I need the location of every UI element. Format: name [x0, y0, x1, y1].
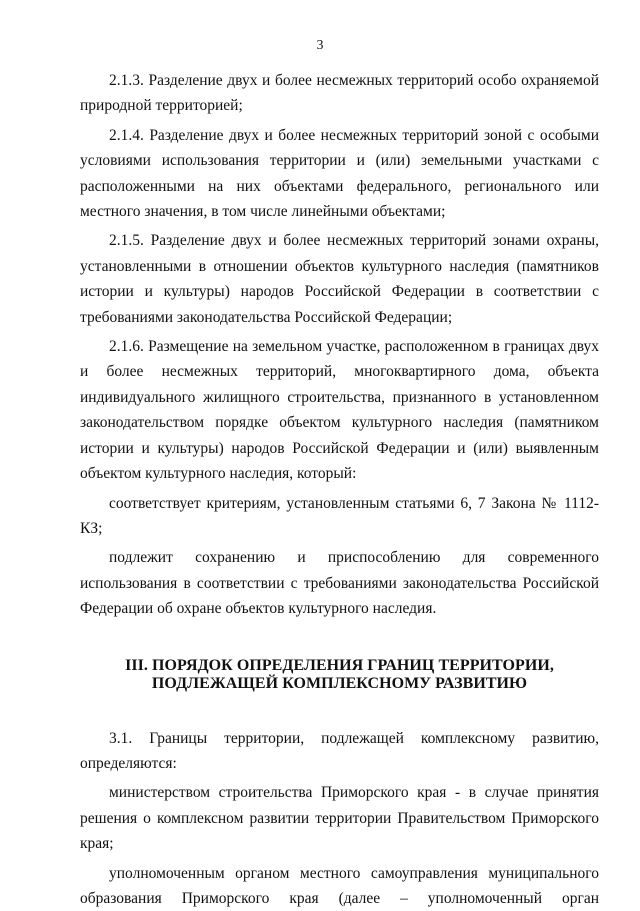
paragraph-2-1-6: 2.1.6. Размещение на земельном участке, расположенном в границах двух и более несмежных территорий, многоквартирного дома, объекта индивидуального жилищного строительства, признанного в установленном законодательством порядке объектом культурного наследия (памятником истории и культуры) народов Российской Федерации и (или) выявленным объектом культурного наследия, который: — [80, 338, 599, 483]
paragraph-3-1: 3.1. Границы территории, подлежащей комплексному развитию, определяются: — [80, 729, 599, 772]
section-heading-line-2: ПОДЛЕЖАЩЕЙ КОМПЛЕКСНОМУ РАЗВИТИЮ — [151, 675, 528, 693]
section-heading-line-1: III. ПОРЯДОК ОПРЕДЕЛЕНИЯ ГРАНИЦ ТЕРРИТОРИИ, — [125, 656, 554, 674]
paragraph-ministry: министерством строительства Приморского края - в случае принятия решения о комплексном развитии территории Правительством Приморского края; — [80, 784, 599, 853]
paragraph-2-1-5: 2.1.5. Разделение двух и более несмежных территорий зонами охраны, установленными в отношении объектов культурного наследия (памятников истории и культуры) народов Российской Федерации в соответствии с требованиями законодательства Российской Федерации; — [80, 232, 599, 326]
paragraph-preservation: подлежит сохранению и приспособлению для современного использования в соответствии с требованиями законодательства Российской Федерации об охране объектов культурного наследия. — [80, 549, 599, 618]
paragraph-criteria: соответствует критериям, установленным статьями 6, 7 Закона № 1112-КЗ; — [80, 494, 599, 537]
paragraph-authorized-body: уполномоченным органом местного самоуправления муниципального образования Приморского края (далее – уполномоченный орган — [80, 864, 599, 907]
paragraph-2-1-3: 2.1.3. Разделение двух и более несмежных территорий особо охраняемой природной территорией; — [80, 72, 599, 115]
page-number: 3 — [316, 38, 324, 53]
section-heading — [80, 657, 599, 694]
document-body — [80, 68, 599, 911]
paragraph-2-1-4: 2.1.4. Разделение двух и более несмежных территорий зоной с особыми условиями использования территории и (или) земельными участками с расположенными на них объектами федерального, регионального или местного значения, в том числе линейными объектами; — [80, 126, 599, 221]
